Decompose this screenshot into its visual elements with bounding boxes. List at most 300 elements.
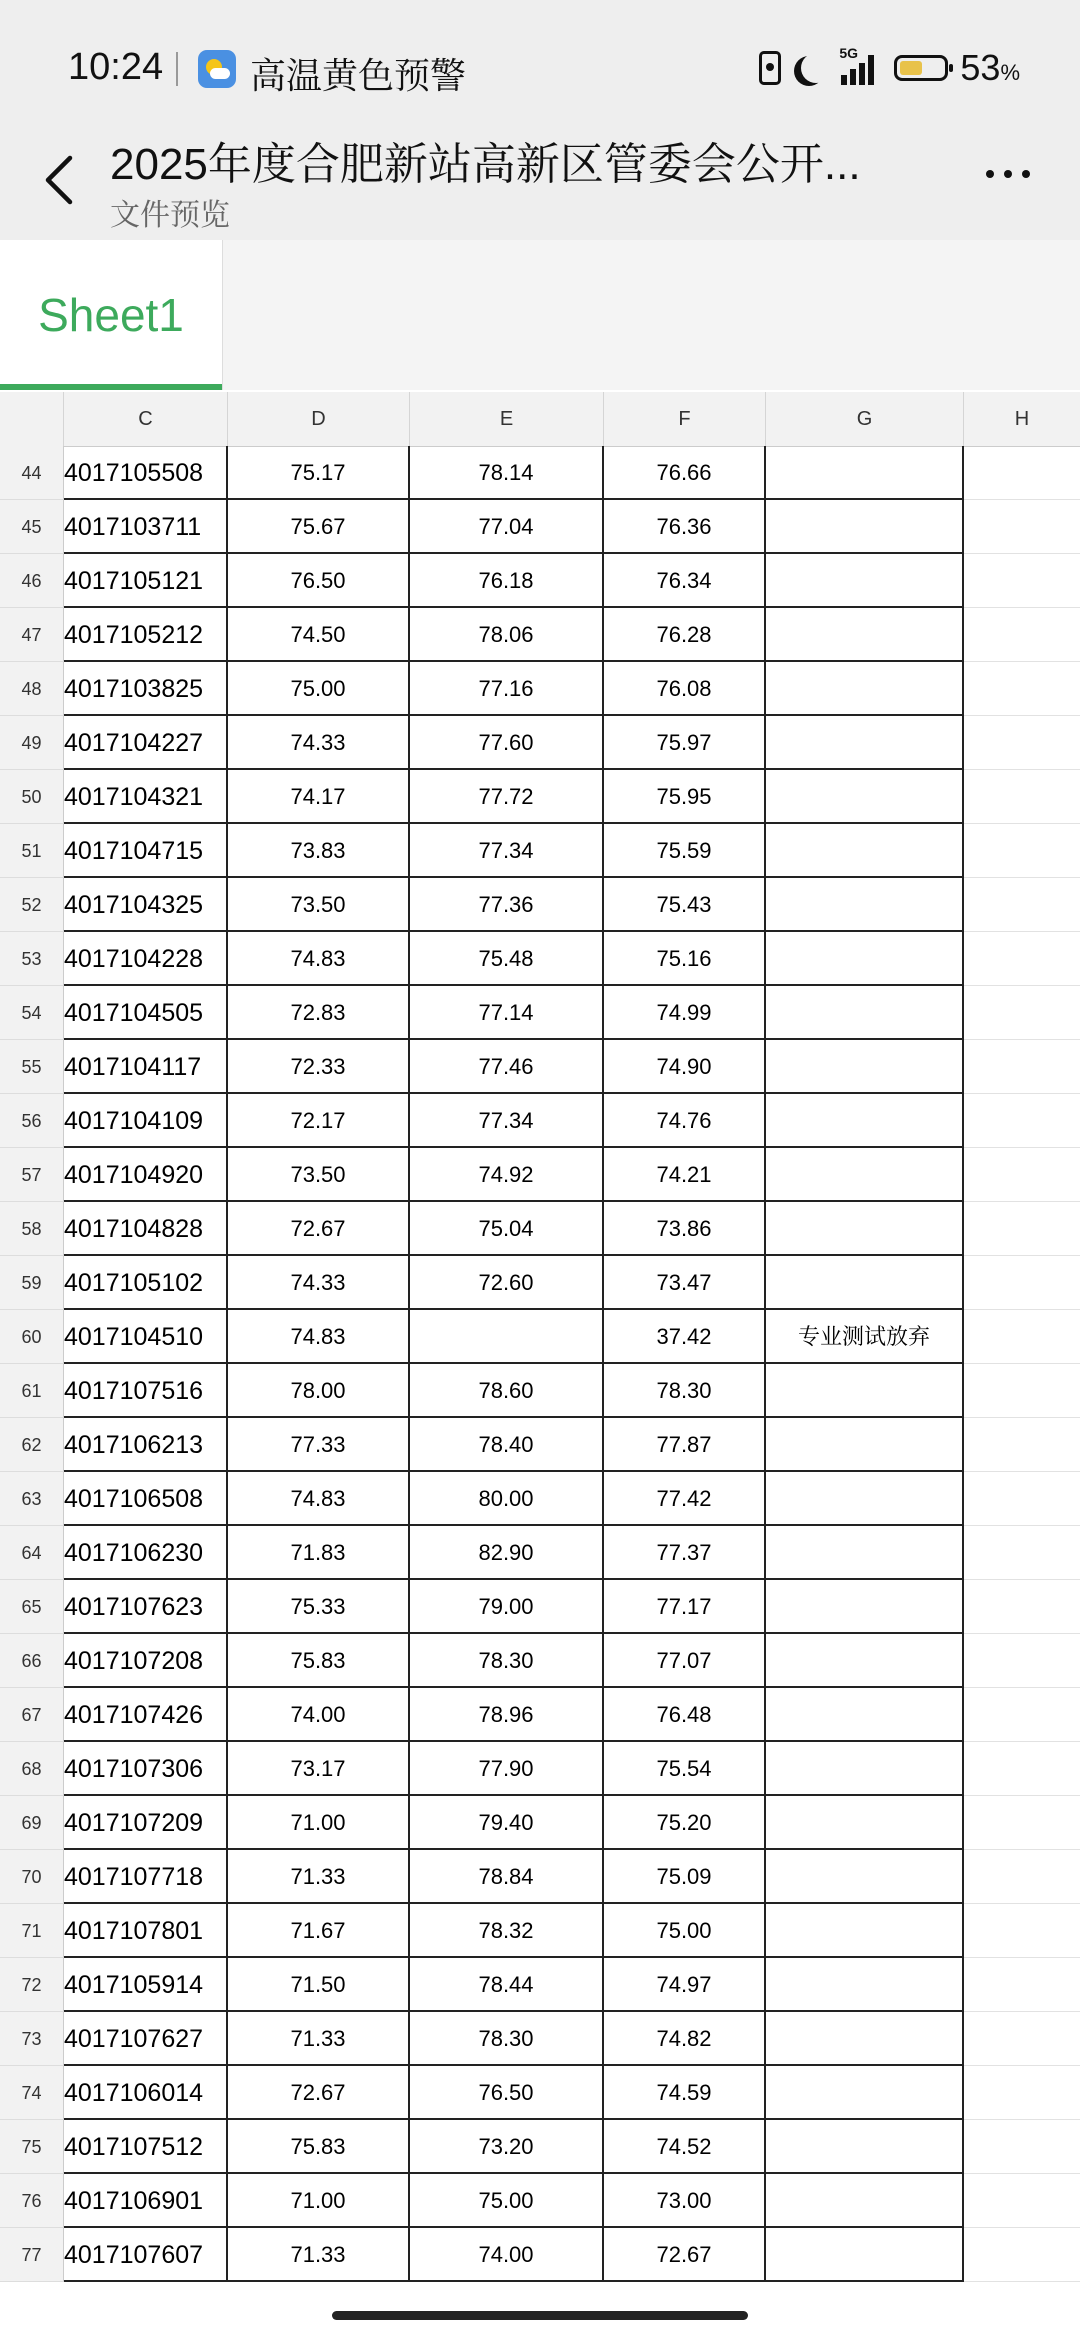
cell-h[interactable] (964, 2012, 1080, 2066)
corner-cell (0, 392, 64, 446)
cell-h[interactable] (964, 446, 1080, 500)
cell-f[interactable]: 75.95 (604, 770, 766, 824)
column-header-e[interactable]: E (410, 392, 604, 446)
cell-c[interactable]: 4017107607 (64, 2228, 228, 2282)
cell-g[interactable] (766, 2174, 964, 2228)
cell-e[interactable]: 77.46 (410, 1040, 604, 1094)
cell-e[interactable]: 77.36 (410, 878, 604, 932)
cell-h[interactable] (964, 1958, 1080, 2012)
cell-d[interactable]: 75.83 (228, 2120, 410, 2174)
table-row (0, 824, 1080, 878)
tab-sheet1[interactable]: Sheet1 (0, 240, 223, 390)
cell-d[interactable]: 72.33 (228, 1040, 410, 1094)
cell-h[interactable] (964, 1634, 1080, 1688)
cell-h[interactable] (964, 1796, 1080, 1850)
column-header-f[interactable]: F (604, 392, 766, 446)
cell-f[interactable]: 74.21 (604, 1148, 766, 1202)
cell-f[interactable]: 74.59 (604, 2066, 766, 2120)
cell-g[interactable] (766, 1526, 964, 1580)
cell-d[interactable]: 74.83 (228, 1472, 410, 1526)
cell-d[interactable]: 74.33 (228, 1256, 410, 1310)
cell-h[interactable] (964, 1148, 1080, 1202)
battery-percent: 53% (960, 47, 1020, 88)
cell-c[interactable]: 4017107801 (64, 1904, 228, 1958)
cell-h[interactable] (964, 1094, 1080, 1148)
table-row (0, 1634, 1080, 1688)
sheet-tab-bar (0, 240, 1080, 390)
cell-c[interactable]: 4017104325 (64, 878, 228, 932)
back-arrow-icon[interactable] (40, 150, 80, 210)
row-number[interactable]: 49 (0, 716, 64, 770)
cell-c[interactable]: 4017104920 (64, 1148, 228, 1202)
more-options-icon[interactable] (986, 170, 1030, 178)
cell-f[interactable]: 75.16 (604, 932, 766, 986)
cell-g[interactable] (766, 2012, 964, 2066)
table-row (0, 1040, 1080, 1094)
cell-d[interactable]: 72.83 (228, 986, 410, 1040)
table-row (0, 1580, 1080, 1634)
cell-f[interactable]: 74.52 (604, 2120, 766, 2174)
cell-c[interactable]: 4017107208 (64, 1634, 228, 1688)
cell-f[interactable]: 75.54 (604, 1742, 766, 1796)
do-not-disturb-moon-icon (801, 53, 831, 83)
cell-g[interactable] (766, 1634, 964, 1688)
battery-icon (894, 55, 948, 81)
cell-e[interactable]: 78.30 (410, 2012, 604, 2066)
table-row (0, 2120, 1080, 2174)
cell-g[interactable] (766, 1256, 964, 1310)
table-row (0, 1310, 1080, 1364)
row-number[interactable]: 60 (0, 1310, 64, 1364)
cell-g[interactable] (766, 1094, 964, 1148)
row-number[interactable]: 44 (0, 446, 64, 500)
cell-c[interactable]: 4017107512 (64, 2120, 228, 2174)
row-number[interactable]: 52 (0, 878, 64, 932)
row-number[interactable]: 69 (0, 1796, 64, 1850)
cell-h[interactable] (964, 2120, 1080, 2174)
row-number[interactable]: 76 (0, 2174, 64, 2228)
cell-d[interactable]: 74.33 (228, 716, 410, 770)
cell-g[interactable] (766, 1418, 964, 1472)
cell-f[interactable]: 74.97 (604, 1958, 766, 2012)
table-row (0, 878, 1080, 932)
cell-e[interactable]: 78.60 (410, 1364, 604, 1418)
cell-e[interactable]: 75.00 (410, 2174, 604, 2228)
cell-f[interactable]: 75.43 (604, 878, 766, 932)
cell-h[interactable] (964, 824, 1080, 878)
table-row (0, 662, 1080, 716)
cell-d[interactable]: 71.33 (228, 1850, 410, 1904)
table-row (0, 770, 1080, 824)
table-row (0, 1094, 1080, 1148)
row-number[interactable]: 71 (0, 1904, 64, 1958)
table-row (0, 1256, 1080, 1310)
weather-icon (198, 50, 236, 88)
cell-e[interactable]: 78.32 (410, 1904, 604, 1958)
cell-d[interactable]: 74.00 (228, 1688, 410, 1742)
cell-g[interactable] (766, 986, 964, 1040)
cell-d[interactable]: 74.83 (228, 1310, 410, 1364)
status-time: 10:24 (68, 46, 164, 88)
cell-c[interactable]: 4017106230 (64, 1526, 228, 1580)
row-number[interactable]: 55 (0, 1040, 64, 1094)
table-row (0, 1850, 1080, 1904)
row-number[interactable]: 74 (0, 2066, 64, 2120)
cell-c[interactable]: 4017106213 (64, 1418, 228, 1472)
column-header-h[interactable]: H (1014, 408, 1030, 430)
cell-e[interactable]: 77.16 (410, 662, 604, 716)
cell-h[interactable] (964, 2174, 1080, 2228)
row-number[interactable]: 65 (0, 1580, 64, 1634)
cell-c[interactable]: 4017104109 (64, 1094, 228, 1148)
cell-g[interactable] (766, 2120, 964, 2174)
cell-g[interactable] (766, 1796, 964, 1850)
cell-g[interactable] (766, 2066, 964, 2120)
cell-c[interactable]: 4017107306 (64, 1742, 228, 1796)
cell-h[interactable] (964, 1040, 1080, 1094)
cell-c[interactable]: 4017104321 (64, 770, 228, 824)
cell-e[interactable]: 76.18 (410, 554, 604, 608)
phone-icon (759, 51, 781, 85)
cell-g[interactable] (766, 1364, 964, 1418)
cell-c[interactable]: 4017107623 (64, 1580, 228, 1634)
cell-d[interactable]: 76.50 (228, 554, 410, 608)
cell-c[interactable]: 4017107516 (64, 1364, 228, 1418)
cell-h[interactable] (964, 1256, 1080, 1310)
cell-f[interactable]: 76.36 (604, 500, 766, 554)
cell-c[interactable]: 4017106014 (64, 2066, 228, 2120)
cell-d[interactable]: 75.00 (228, 662, 410, 716)
row-number[interactable]: 61 (0, 1364, 64, 1418)
cell-d[interactable]: 72.67 (228, 2066, 410, 2120)
table-row (0, 1904, 1080, 1958)
table-row (0, 554, 1080, 608)
cell-d[interactable]: 71.00 (228, 2174, 410, 2228)
cell-d[interactable]: 75.33 (228, 1580, 410, 1634)
cell-c[interactable]: 4017104510 (64, 1310, 228, 1364)
cell-f[interactable]: 74.99 (604, 986, 766, 1040)
cell-c[interactable]: 4017106901 (64, 2174, 228, 2228)
cell-c[interactable]: 4017105914 (64, 1958, 228, 2012)
cell-c[interactable]: 4017105212 (64, 608, 228, 662)
table-row (0, 986, 1080, 1040)
cell-f[interactable]: 77.17 (604, 1580, 766, 1634)
row-number[interactable]: 46 (0, 554, 64, 608)
cell-h[interactable] (964, 1418, 1080, 1472)
cell-e[interactable]: 78.84 (410, 1850, 604, 1904)
cell-g[interactable] (766, 932, 964, 986)
cell-f[interactable]: 75.97 (604, 716, 766, 770)
cell-g[interactable] (766, 446, 964, 500)
cell-d[interactable]: 72.17 (228, 1094, 410, 1148)
cell-c[interactable]: 4017103825 (64, 662, 228, 716)
cell-h[interactable] (964, 1850, 1080, 1904)
cell-c[interactable]: 4017106508 (64, 1472, 228, 1526)
row-number[interactable]: 53 (0, 932, 64, 986)
cell-h[interactable] (964, 1526, 1080, 1580)
cell-c[interactable]: 4017107209 (64, 1796, 228, 1850)
row-number[interactable]: 62 (0, 1418, 64, 1472)
cell-f[interactable]: 76.08 (604, 662, 766, 716)
row-number[interactable]: 45 (0, 500, 64, 554)
cell-f[interactable]: 75.59 (604, 824, 766, 878)
cell-g[interactable] (766, 1688, 964, 1742)
cell-h[interactable] (964, 1202, 1080, 1256)
cell-d[interactable]: 73.50 (228, 878, 410, 932)
cell-h[interactable] (964, 608, 1080, 662)
row-number[interactable]: 51 (0, 824, 64, 878)
weather-alert-text: 高温黄色预警 (250, 55, 467, 96)
table-row (0, 1202, 1080, 1256)
cell-h[interactable] (964, 500, 1080, 554)
cell-c[interactable]: 4017105508 (64, 446, 228, 500)
cell-d[interactable]: 75.83 (228, 1634, 410, 1688)
cellular-signal-icon (839, 45, 874, 85)
cell-e[interactable]: 78.14 (410, 446, 604, 500)
cell-d[interactable]: 73.50 (228, 1148, 410, 1202)
cell-e[interactable]: 77.90 (410, 1742, 604, 1796)
cell-h[interactable] (964, 1310, 1080, 1364)
cell-h[interactable] (964, 986, 1080, 1040)
status-icons (759, 46, 1020, 90)
table-row (0, 500, 1080, 554)
cell-e[interactable]: 78.96 (410, 1688, 604, 1742)
cell-e[interactable]: 75.48 (410, 932, 604, 986)
cell-h[interactable] (964, 878, 1080, 932)
cell-f[interactable]: 37.42 (604, 1310, 766, 1364)
cell-g[interactable] (766, 1580, 964, 1634)
cell-e[interactable]: 80.00 (410, 1472, 604, 1526)
cell-d[interactable]: 71.67 (228, 1904, 410, 1958)
cell-g[interactable] (766, 1958, 964, 2012)
cell-c[interactable]: 4017105102 (64, 1256, 228, 1310)
cell-c[interactable]: 4017107426 (64, 1688, 228, 1742)
cell-d[interactable]: 73.83 (228, 824, 410, 878)
network-type: 5G (839, 45, 859, 61)
cell-g[interactable] (766, 500, 964, 554)
table-row (0, 2012, 1080, 2066)
cell-d[interactable]: 72.67 (228, 1202, 410, 1256)
row-number[interactable]: 73 (0, 2012, 64, 2066)
table-row (0, 1688, 1080, 1742)
row-number[interactable]: 75 (0, 2120, 64, 2174)
cell-g[interactable] (766, 608, 964, 662)
cell-d[interactable]: 74.83 (228, 932, 410, 986)
cell-g[interactable] (766, 770, 964, 824)
table-row (0, 446, 1080, 500)
cell-f[interactable]: 77.87 (604, 1418, 766, 1472)
cell-d[interactable]: 73.17 (228, 1742, 410, 1796)
cell-f[interactable]: 76.66 (604, 446, 766, 500)
cell-c[interactable]: 4017104117 (64, 1040, 228, 1094)
table-row (0, 1742, 1080, 1796)
cell-f[interactable]: 75.00 (604, 1904, 766, 1958)
row-number[interactable]: 66 (0, 1634, 64, 1688)
cell-c[interactable]: 4017104828 (64, 1202, 228, 1256)
row-number[interactable]: 64 (0, 1526, 64, 1580)
cell-e[interactable]: 73.20 (410, 2120, 604, 2174)
cell-d[interactable]: 71.83 (228, 1526, 410, 1580)
table-row (0, 1418, 1080, 1472)
table-row (0, 716, 1080, 770)
cell-e[interactable]: 78.44 (410, 1958, 604, 2012)
cell-g[interactable] (766, 1040, 964, 1094)
cell-g[interactable] (766, 824, 964, 878)
cell-h[interactable] (964, 1580, 1080, 1634)
cell-c[interactable]: 4017104228 (64, 932, 228, 986)
cell-c[interactable]: 4017107718 (64, 1850, 228, 1904)
cell-c[interactable]: 4017104227 (64, 716, 228, 770)
row-number[interactable]: 70 (0, 1850, 64, 1904)
row-number[interactable]: 59 (0, 1256, 64, 1310)
cell-f[interactable]: 78.30 (604, 1364, 766, 1418)
cell-e[interactable]: 77.60 (410, 716, 604, 770)
cell-e[interactable]: 74.92 (410, 1148, 604, 1202)
column-header-row (0, 392, 1080, 447)
cell-f[interactable]: 77.42 (604, 1472, 766, 1526)
cell-g[interactable] (766, 1850, 964, 1904)
row-number[interactable]: 54 (0, 986, 64, 1040)
table-row (0, 1796, 1080, 1850)
cell-f[interactable]: 72.67 (604, 2228, 766, 2282)
cell-h[interactable] (964, 554, 1080, 608)
row-number[interactable]: 57 (0, 1148, 64, 1202)
cell-e[interactable]: 77.34 (410, 1094, 604, 1148)
row-number[interactable]: 48 (0, 662, 64, 716)
cell-h[interactable] (964, 662, 1080, 716)
cell-c[interactable]: 4017107627 (64, 2012, 228, 2066)
cell-f[interactable]: 73.86 (604, 1202, 766, 1256)
cell-e[interactable]: 74.00 (410, 2228, 604, 2282)
cell-h[interactable] (964, 2228, 1080, 2282)
cell-d[interactable]: 77.33 (228, 1418, 410, 1472)
cell-h[interactable] (964, 1688, 1080, 1742)
cell-h[interactable] (964, 1742, 1080, 1796)
cell-e[interactable]: 77.14 (410, 986, 604, 1040)
row-number[interactable]: 63 (0, 1472, 64, 1526)
cell-d[interactable]: 71.33 (228, 2228, 410, 2282)
table-row (0, 2174, 1080, 2228)
cell-e[interactable]: 76.50 (410, 2066, 604, 2120)
cell-e[interactable]: 78.30 (410, 1634, 604, 1688)
cell-e[interactable]: 77.72 (410, 770, 604, 824)
cell-d[interactable]: 75.67 (228, 500, 410, 554)
home-indicator[interactable] (332, 2311, 748, 2320)
document-subtitle: 文件预览 (110, 199, 230, 232)
column-header-d[interactable]: D (228, 392, 410, 446)
cell-c[interactable]: 4017104505 (64, 986, 228, 1040)
cell-g[interactable] (766, 1148, 964, 1202)
cell-e[interactable]: 79.00 (410, 1580, 604, 1634)
cell-g[interactable] (766, 1202, 964, 1256)
cell-h[interactable] (964, 2066, 1080, 2120)
table-row (0, 2066, 1080, 2120)
cell-f[interactable]: 76.28 (604, 608, 766, 662)
cell-f[interactable]: 74.82 (604, 2012, 766, 2066)
cell-g[interactable]: 专业测试放弃 (766, 1310, 964, 1364)
row-number[interactable]: 50 (0, 770, 64, 824)
cell-c[interactable]: 4017105121 (64, 554, 228, 608)
cell-e[interactable]: 78.06 (410, 608, 604, 662)
cell-d[interactable]: 71.00 (228, 1796, 410, 1850)
cell-f[interactable]: 75.20 (604, 1796, 766, 1850)
cell-h[interactable] (964, 932, 1080, 986)
table-row (0, 2228, 1080, 2282)
table-row (0, 1472, 1080, 1526)
cell-e[interactable]: 77.04 (410, 500, 604, 554)
cell-f[interactable]: 77.37 (604, 1526, 766, 1580)
cell-e[interactable]: 75.04 (410, 1202, 604, 1256)
cell-f[interactable]: 73.47 (604, 1256, 766, 1310)
cell-g[interactable] (766, 2228, 964, 2282)
cell-h[interactable] (964, 1364, 1080, 1418)
cell-g[interactable] (766, 716, 964, 770)
cell-g[interactable] (766, 1904, 964, 1958)
cell-e[interactable]: 82.90 (410, 1526, 604, 1580)
cell-d[interactable]: 74.17 (228, 770, 410, 824)
cell-f[interactable]: 73.00 (604, 2174, 766, 2228)
table-row (0, 608, 1080, 662)
cell-g[interactable] (766, 662, 964, 716)
cell-g[interactable] (766, 554, 964, 608)
cell-e[interactable]: 78.40 (410, 1418, 604, 1472)
cell-c[interactable]: 4017104715 (64, 824, 228, 878)
cell-e[interactable] (410, 1310, 604, 1364)
cell-e[interactable]: 77.34 (410, 824, 604, 878)
document-title: 2025年度合肥新站高新区管委会公开... (110, 140, 861, 189)
cell-g[interactable] (766, 1472, 964, 1526)
cell-g[interactable] (766, 878, 964, 932)
cell-h[interactable] (964, 1472, 1080, 1526)
status-divider (176, 52, 178, 86)
cell-d[interactable]: 71.33 (228, 2012, 410, 2066)
cell-f[interactable]: 75.09 (604, 1850, 766, 1904)
cell-g[interactable] (766, 1742, 964, 1796)
table-row (0, 1364, 1080, 1418)
row-number[interactable]: 77 (0, 2228, 64, 2282)
table-row (0, 1148, 1080, 1202)
row-number[interactable]: 67 (0, 1688, 64, 1742)
cell-f[interactable]: 76.34 (604, 554, 766, 608)
table-row (0, 1958, 1080, 2012)
column-header-c[interactable]: C (64, 392, 228, 446)
cell-d[interactable]: 75.17 (228, 446, 410, 500)
cell-e[interactable]: 79.40 (410, 1796, 604, 1850)
table-row (0, 932, 1080, 986)
cell-f[interactable]: 74.90 (604, 1040, 766, 1094)
cell-f[interactable]: 74.76 (604, 1094, 766, 1148)
row-number[interactable]: 58 (0, 1202, 64, 1256)
cell-d[interactable]: 71.50 (228, 1958, 410, 2012)
active-tab-indicator (0, 384, 222, 390)
cell-f[interactable]: 77.07 (604, 1634, 766, 1688)
row-number[interactable]: 56 (0, 1094, 64, 1148)
cell-d[interactable]: 78.00 (228, 1364, 410, 1418)
cell-h[interactable] (964, 770, 1080, 824)
cell-h[interactable] (964, 716, 1080, 770)
cell-e[interactable]: 72.60 (410, 1256, 604, 1310)
table-row (0, 1526, 1080, 1580)
row-number[interactable]: 47 (0, 608, 64, 662)
cell-c[interactable]: 4017103711 (64, 500, 228, 554)
row-number[interactable]: 68 (0, 1742, 64, 1796)
app-header (0, 110, 1080, 240)
cell-h[interactable] (964, 1904, 1080, 1958)
cell-f[interactable]: 76.48 (604, 1688, 766, 1742)
cell-d[interactable]: 74.50 (228, 608, 410, 662)
row-number[interactable]: 72 (0, 1958, 64, 2012)
column-header-g[interactable]: G (766, 392, 964, 446)
